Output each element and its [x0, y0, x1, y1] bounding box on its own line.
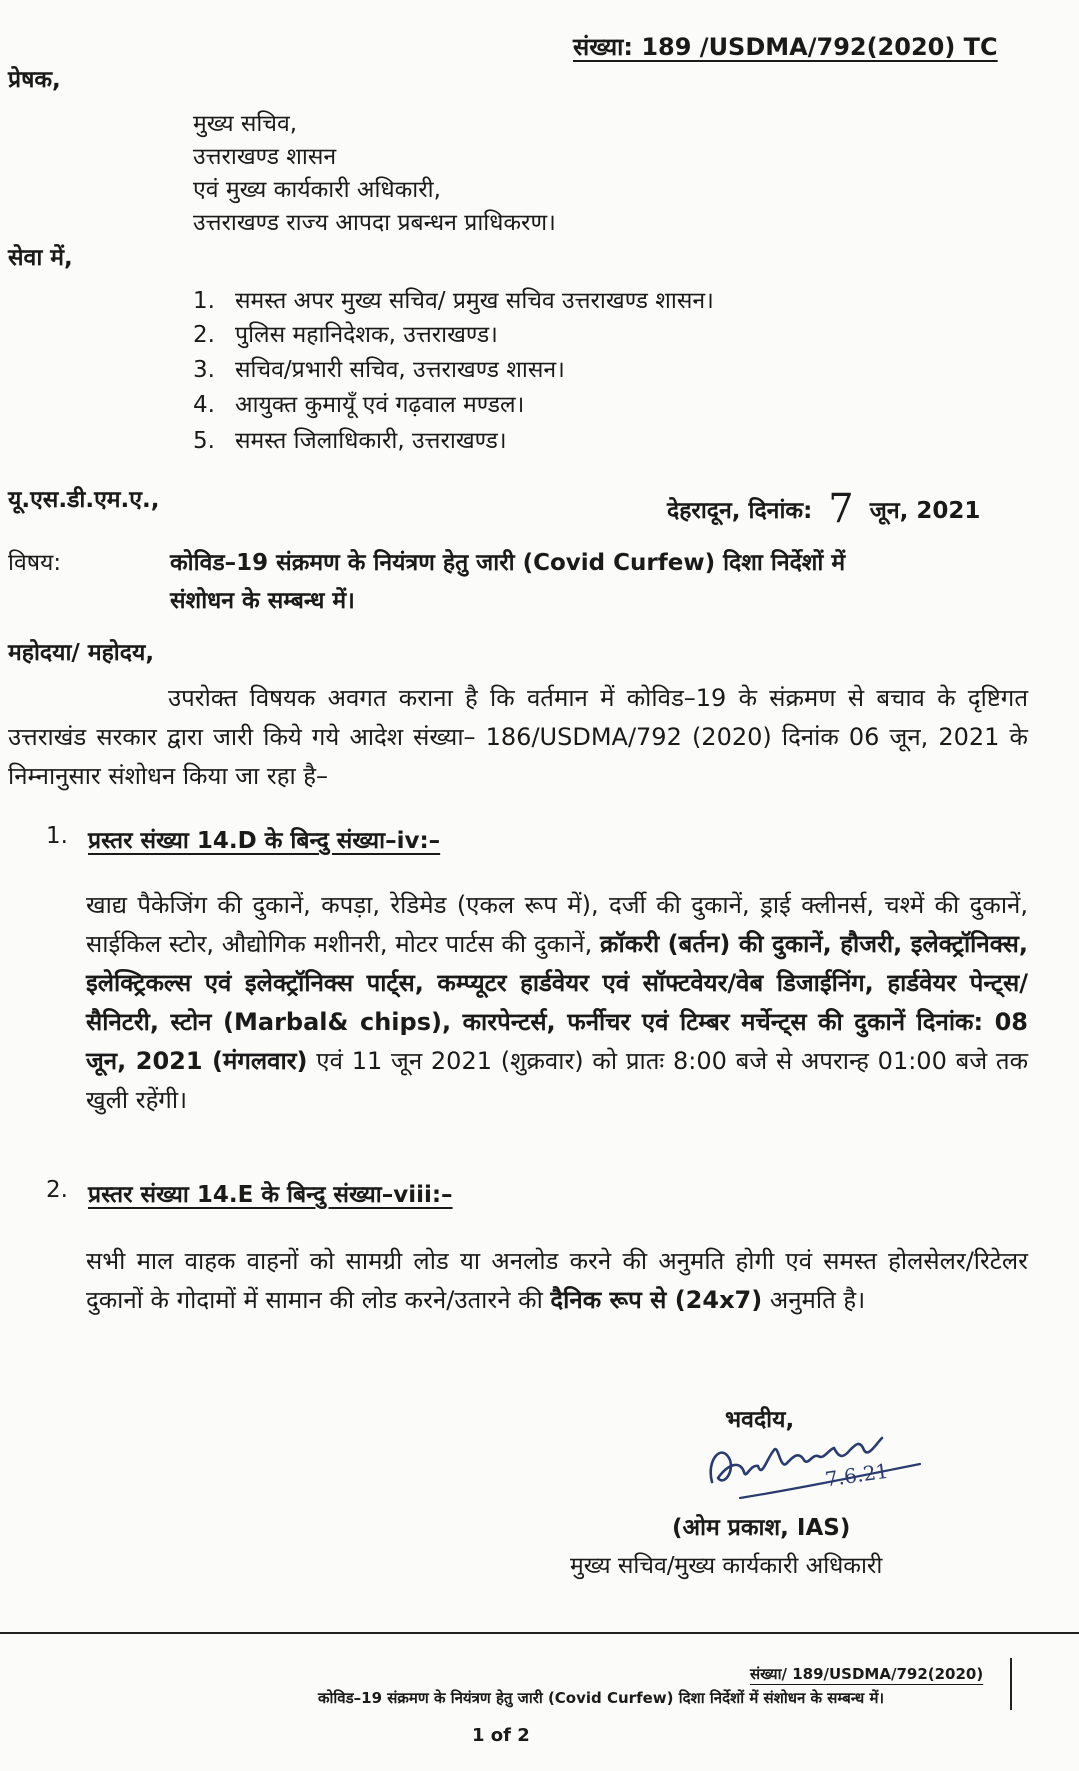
point-number: 2. — [46, 1177, 68, 1203]
point-body-text: सभी माल वाहक वाहनों को सामग्री लोड या अनलोड करने की अनुमति होगी एवं समस्त होलसेलर/रिटेलर दुकानों के गोदामों में सामान की लोड करने/उतारने की — [86, 1247, 1028, 1314]
recipient-num: 1. — [193, 288, 215, 314]
point-body-bold: क्रॉकरी (बर्तन) की दुकानें, हौजरी, इलेक्ट्रॉनिक्स, इलेक्ट्रिकल्स एवं इलेक्ट्रॉनिक्स पार्ट्स, कम्प्यूटर हार्डवेयर एवं सॉफ्टवेयर/वेब डिजाईनिंग, हार्डवेयर पेन्ट्स/सैनिटरी, स्टोन (Marbal& chips), कारपेन्टर्स, फर्नीचर एवं टिम्बर मर्चेन्ट्स की दुकानें दिनांक: 08 जून, 2021 (मंगलवार) — [86, 930, 1028, 1075]
sender-line: मुख्य सचिव, — [193, 111, 298, 137]
recipient-item — [193, 352, 565, 384]
point-body — [86, 1242, 1028, 1320]
signatory-name: (ओम प्रकाश, IAS) — [672, 1515, 851, 1541]
subject-label: विषय: — [8, 550, 62, 576]
recipients-label: सेवा में, — [8, 245, 73, 271]
sender-line: उत्तराखण्ड शासन — [193, 144, 337, 170]
recipient-text: पुलिस महानिदेशक, उत्तराखण्ड। — [235, 322, 498, 348]
point-body — [86, 886, 1028, 1120]
signature-icon — [700, 1420, 940, 1510]
recipient-text: आयुक्त कुमायूँ एवं गढ़वाल मण्डल। — [235, 392, 525, 418]
recipient-num: 3. — [193, 357, 215, 383]
sender-line: उत्तराखण्ड राज्य आपदा प्रबन्धन प्राधिकरण। — [193, 210, 556, 236]
date-prefix: देहरादून, दिनांक: — [667, 498, 813, 524]
point-body-text: खाद्य पैकेजिंग की दुकानें, कपड़ा, रेडिमेड (एकल रूप में), दर्जी की दुकानें, ड्राई क्लीनर्स, चश्में की दुकानें, साईकिल स्टोर, औद्योगिक मशीनरी, मोटर पार्टस की दुकानें, — [86, 891, 1028, 958]
signature-date: 7.6.21 — [823, 1458, 890, 1492]
recipient-item — [193, 317, 498, 349]
point-heading: प्रस्तर संख्या 14.D के बिन्दु संख्या–iv:– — [88, 828, 441, 854]
date-rest: जून, 2021 — [869, 498, 981, 524]
recipient-text: सचिव/प्रभारी सचिव, उत्तराखण्ड शासन। — [235, 357, 565, 383]
signature-image — [700, 1420, 940, 1510]
page-number: 1 of 2 — [472, 1725, 530, 1746]
recipient-num: 4. — [193, 392, 215, 418]
footer-reference: संख्या/ 189/USDMA/792(2020) — [750, 1665, 984, 1683]
recipient-item — [193, 387, 524, 419]
recipient-text: समस्त जिलाधिकारी, उत्तराखण्ड। — [235, 428, 507, 454]
point-body-tail: अनुमति है। — [762, 1286, 866, 1314]
recipient-num: 5. — [193, 428, 215, 454]
recipient-item — [193, 283, 714, 315]
closing-regards: भवदीय, — [725, 1407, 795, 1433]
recipient-num: 2. — [193, 322, 215, 348]
sender-line: एवं मुख्य कार्यकारी अधिकारी, — [193, 177, 441, 203]
footer-divider — [0, 1632, 1079, 1634]
footer-side-rule — [1010, 1658, 1012, 1710]
point-body-bold: दैनिक रूप से (24x7) — [550, 1286, 763, 1314]
sender-label: प्रेषक, — [8, 67, 61, 93]
footer-subject: कोविड–19 संक्रमण के नियंत्रण हेतु जारी (Covid Curfew) दिशा निर्देशों में संशोधन के सम्बन्ध में। — [318, 1689, 885, 1707]
reference-number: संख्या: 189 /USDMA/792(2020) TC — [573, 33, 998, 61]
issue-date — [667, 482, 981, 532]
salutation: महोदया/ महोदय, — [8, 640, 155, 666]
subject-line: कोविड–19 संक्रमण के नियंत्रण हेतु जारी (Covid Curfew) दिशा निर्देशों में — [170, 550, 846, 576]
department-code: यू.एस.डी.एम.ए., — [8, 487, 160, 513]
subject-line: संशोधन के सम्बन्ध में। — [170, 588, 355, 614]
recipient-item — [193, 423, 507, 455]
signatory-designation: मुख्य सचिव/मुख्य कार्यकारी अधिकारी — [570, 1553, 883, 1579]
date-day: 7 — [828, 486, 854, 532]
intro-paragraph: उपरोक्त विषयक अवगत कराना है कि वर्तमान में कोविड–19 के संक्रमण से बचाव के दृष्टिगत उत्तराखंड सरकार द्वारा जारी किये गये आदेश संख्या– 186/USDMA/792 (2020) दिनांक 06 जून, 2021 के निम्नानुसार संशोधन किया जा रहा है– — [8, 684, 1028, 790]
recipient-text: समस्त अपर मुख्य सचिव/ प्रमुख सचिव उत्तराखण्ड शासन। — [235, 288, 714, 314]
point-body-tail: एवं 11 जून 2021 (शुक्रवार) को प्रातः 8:00 बजे से अपरान्ह 01:00 बजे तक खुली रहेंगी। — [86, 1047, 1029, 1114]
point-number: 1. — [46, 823, 68, 849]
point-heading: प्रस्तर संख्या 14.E के बिन्दु संख्या–viii:– — [88, 1182, 453, 1208]
